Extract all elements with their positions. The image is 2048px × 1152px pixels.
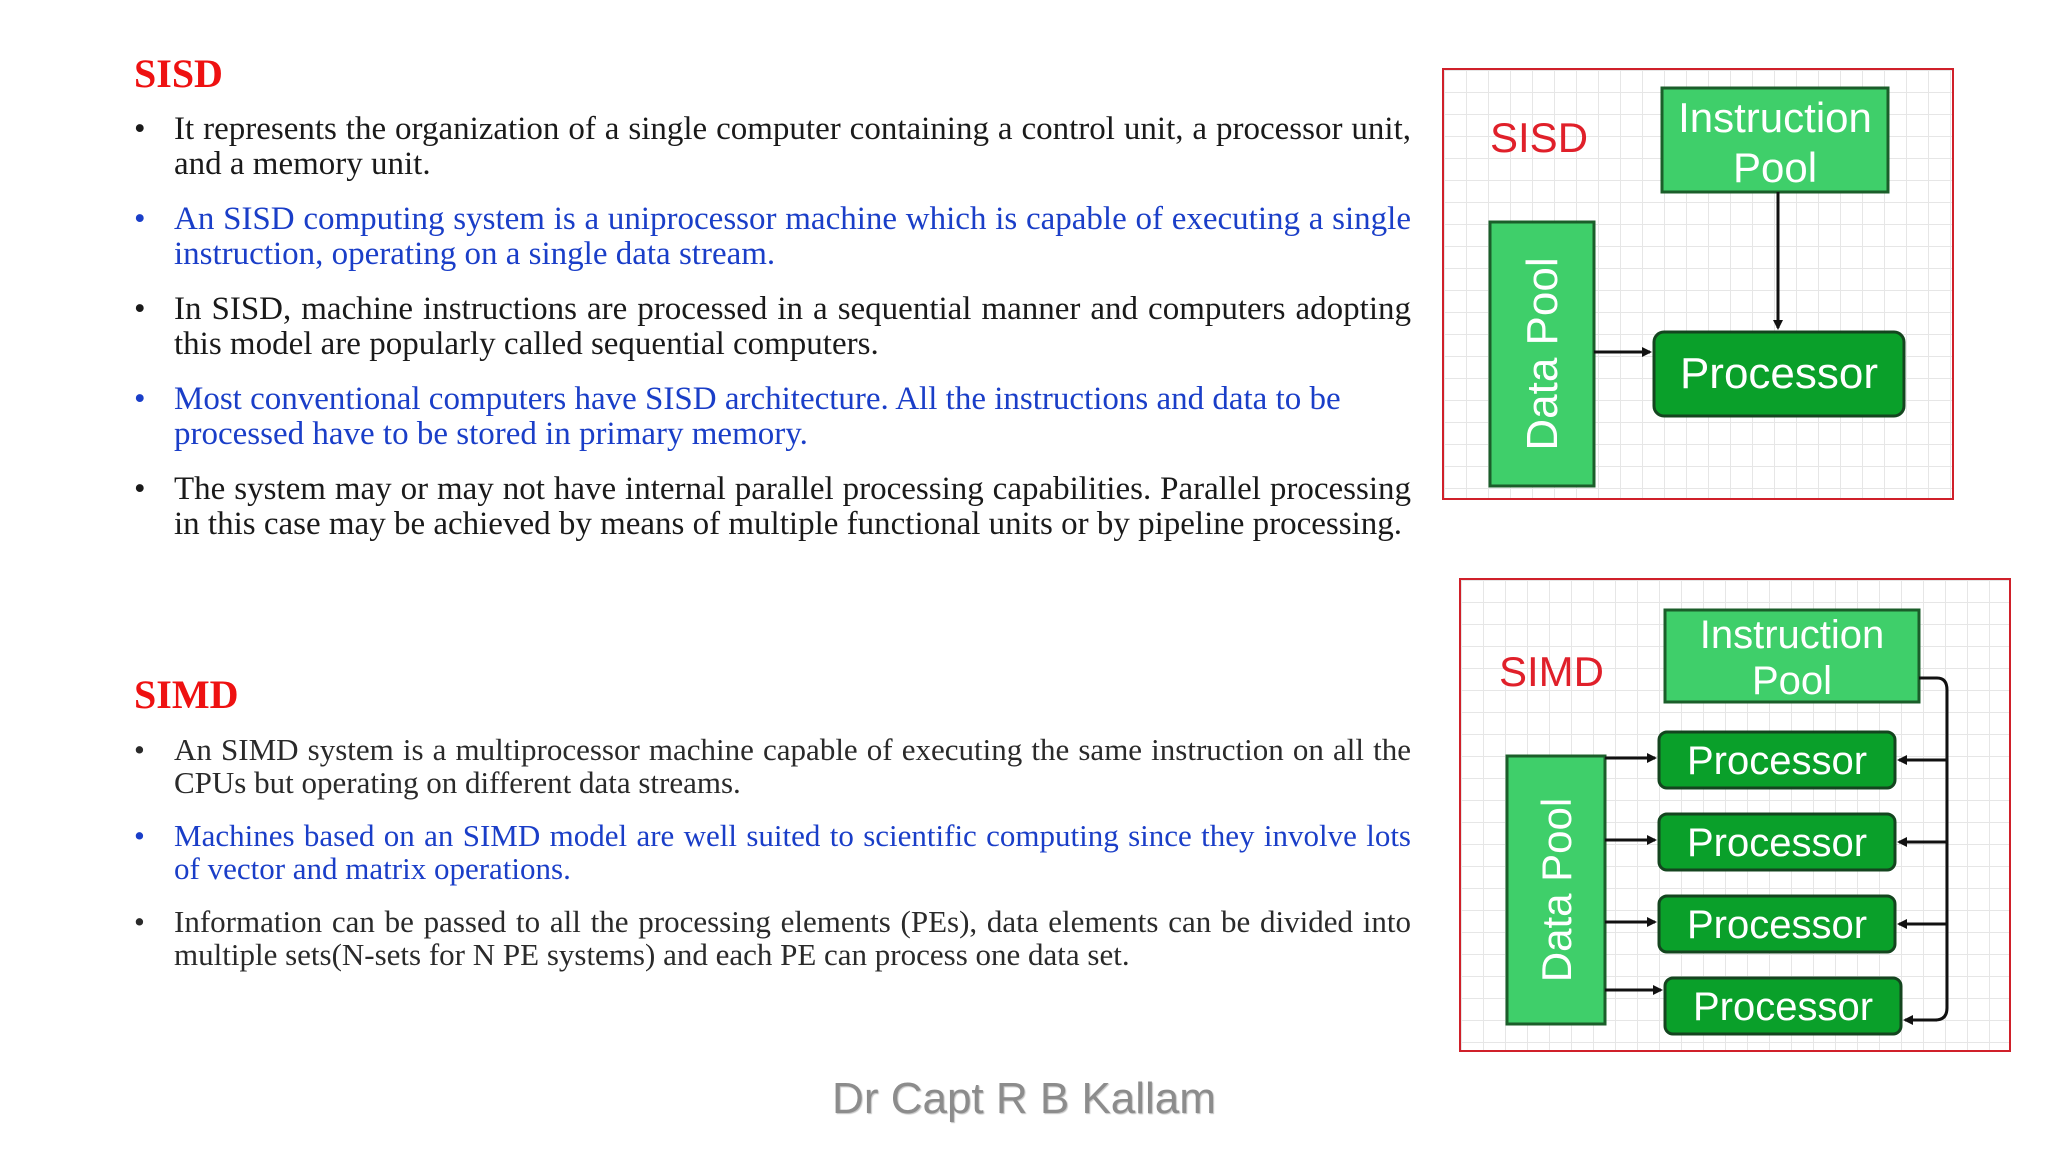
simd-processor-2-label: Processor xyxy=(1686,821,1868,865)
simd-diagram xyxy=(1459,578,2011,1052)
simd-bullet-3-text: Information can be passed to all the processing elements (PEs), data elements can be divided into multiple sets(N-sets for N PE systems) and each PE can process one data set. xyxy=(174,904,1411,972)
bullet-dot: • xyxy=(134,291,146,327)
bullet-dot: • xyxy=(134,111,146,147)
bullet-dot: • xyxy=(134,818,145,853)
sisd-instruction-pool-label-1: Instruction xyxy=(1678,94,1872,141)
sisd-section xyxy=(134,52,1411,562)
simd-processor-4 xyxy=(1665,978,1901,1034)
simd-data-pool-label: Data Pool xyxy=(1533,797,1580,983)
simd-diagram-svg xyxy=(1461,580,2013,1054)
simd-section xyxy=(134,673,1411,991)
bullet-dot: • xyxy=(134,381,146,417)
sisd-bullet-2 xyxy=(134,202,1411,272)
bullet-dot: • xyxy=(134,201,146,237)
simd-bullet-list xyxy=(134,733,1411,971)
sisd-bullet-5-text: The system may or may not have internal parallel processing capabilities. Parallel processing in this case may be achieved by means of multiple functional units or by pipeline processing. xyxy=(174,471,1411,542)
bullet-dot: • xyxy=(134,732,145,767)
simd-processor-4-label: Processor xyxy=(1692,985,1874,1029)
sisd-bullet-1-text: It represents the organization of a single computer containing a control unit, a processor unit, and a memory unit. xyxy=(174,111,1411,182)
sisd-diagram-title: SISD xyxy=(1490,114,1589,161)
simd-bullet-3 xyxy=(134,905,1411,971)
sisd-instruction-pool-label-2: Pool xyxy=(1732,144,1818,191)
simd-bullet-1 xyxy=(134,733,1411,799)
simd-processor-1 xyxy=(1659,732,1895,788)
sisd-bullet-4-text: Most conventional computers have SISD architecture. All the instructions and data to be processed have to be stored in primary memory. xyxy=(174,381,1341,452)
sisd-diagram-svg xyxy=(1444,70,1956,502)
simd-bullet-1-text: An SIMD system is a multiprocessor machine capable of executing the same instruction on all the CPUs but operating on different data streams. xyxy=(174,732,1411,800)
sisd-bullet-5 xyxy=(134,472,1411,542)
simd-processor-3 xyxy=(1659,896,1895,952)
simd-processor-1-label: Processor xyxy=(1686,739,1868,783)
sisd-bullet-3-text: In SISD, machine instructions are processed in a sequential manner and computers adopting this model are popularly called sequential computers. xyxy=(174,291,1411,362)
simd-diagram-title: SIMD xyxy=(1499,648,1604,695)
sisd-bullet-4 xyxy=(134,382,1411,452)
sisd-heading: SISD xyxy=(134,51,223,96)
sisd-bullet-1 xyxy=(134,112,1411,182)
sisd-bullet-2-text: An SISD computing system is a uniprocessor machine which is capable of executing a single instruction, operating on a single data stream. xyxy=(174,201,1411,272)
simd-heading: SIMD xyxy=(134,672,239,717)
simd-bullet-2 xyxy=(134,819,1411,885)
simd-instruction-pool-label-2: Pool xyxy=(1751,659,1833,703)
simd-processor-2 xyxy=(1659,814,1895,870)
bullet-dot: • xyxy=(134,904,145,939)
author-footer: Dr Capt R B Kallam xyxy=(832,1074,1216,1123)
simd-bullet-2-text: Machines based on an SIMD model are well suited to scientific computing since they involve lots of vector and matrix operations. xyxy=(174,818,1411,886)
sisd-data-pool-label: Data Pool xyxy=(1518,257,1567,451)
simd-processor-3-label: Processor xyxy=(1686,903,1868,947)
sisd-bullet-list xyxy=(134,112,1411,542)
bullet-dot: • xyxy=(134,471,146,507)
simd-instruction-pool-label-1: Instruction xyxy=(1699,613,1885,657)
simd-instruction-bus xyxy=(1919,678,1947,1020)
sisd-diagram xyxy=(1442,68,1954,500)
sisd-processor-label: Processor xyxy=(1679,349,1879,398)
sisd-bullet-3 xyxy=(134,292,1411,362)
